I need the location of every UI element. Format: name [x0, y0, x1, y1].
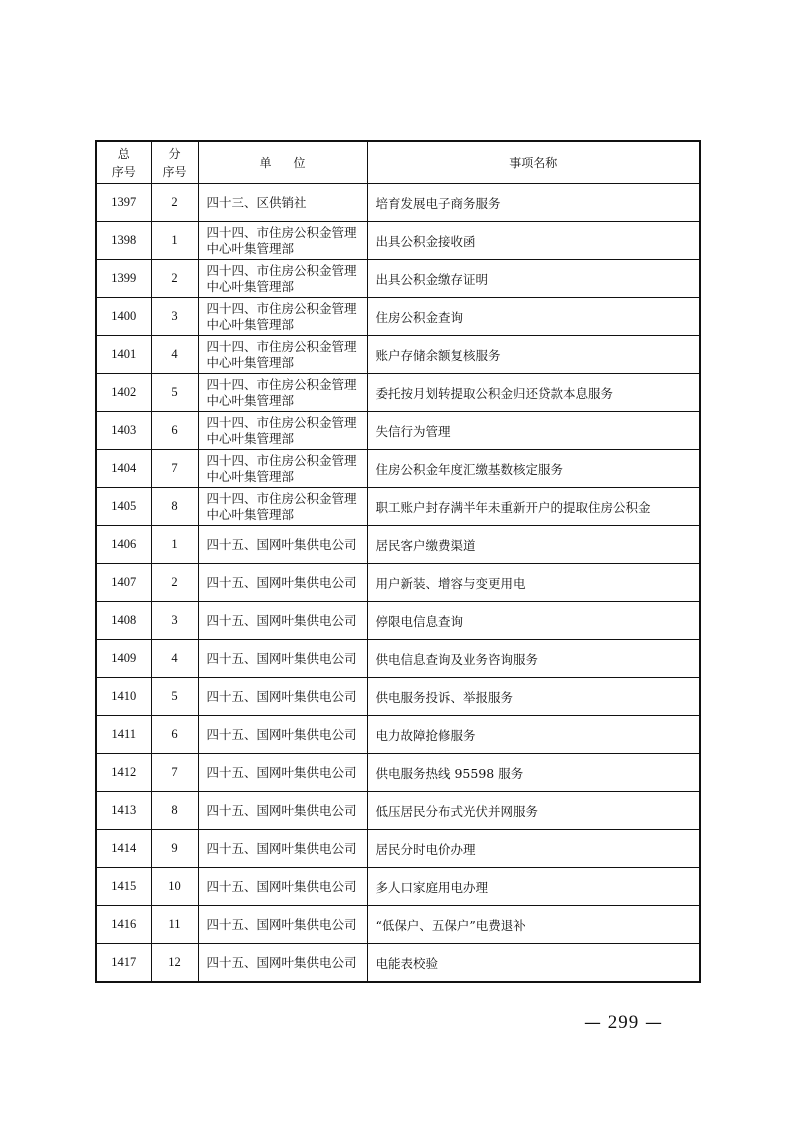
sub-number-cell [151, 450, 198, 488]
total-number-cell [96, 868, 151, 906]
table-row [96, 184, 700, 222]
table-row [96, 222, 700, 260]
item-name-cell [367, 260, 700, 298]
sub-number-cell-text: 2 [171, 575, 178, 589]
item-name-cell [367, 640, 700, 678]
total-number-cell [96, 184, 151, 222]
sub-number-cell [151, 792, 198, 830]
item-name-cell-text: 低压居民分布式光伏并网服务 [375, 803, 539, 819]
item-name-cell [367, 678, 700, 716]
total-number-cell-text: 1404 [111, 461, 137, 475]
sub-number-cell [151, 488, 198, 526]
table-row [96, 830, 700, 868]
total-number-cell [96, 678, 151, 716]
unit-cell [198, 526, 367, 564]
table-header [96, 141, 700, 184]
item-name-cell-text: 电能表校验 [375, 955, 439, 971]
table-body [96, 184, 700, 983]
item-name-cell-text: 电力故障抢修服务 [375, 727, 476, 743]
item-name-cell [367, 336, 700, 374]
header-total-line1: 总 [117, 146, 130, 161]
total-number-cell-text: 1414 [111, 841, 137, 855]
item-name-cell [367, 868, 700, 906]
header-sub-number [151, 141, 198, 184]
table-row [96, 298, 700, 336]
sub-number-cell [151, 526, 198, 564]
item-name-cell [367, 906, 700, 944]
item-name-cell [367, 450, 700, 488]
unit-cell [198, 184, 367, 222]
item-name-cell [367, 754, 700, 792]
header-sub-line1: 分 [168, 146, 181, 161]
total-number-cell-text: 1412 [111, 765, 137, 779]
table-row [96, 602, 700, 640]
total-number-cell [96, 754, 151, 792]
item-name-cell-text: 多人口家庭用电办理 [375, 879, 489, 895]
item-name-cell-text: 失信行为管理 [375, 423, 451, 439]
unit-cell [198, 450, 367, 488]
table-row [96, 336, 700, 374]
item-name-cell-text: 出具公积金接收函 [375, 233, 476, 249]
sub-number-cell [151, 298, 198, 336]
table-row [96, 754, 700, 792]
total-number-cell-text: 1400 [111, 309, 137, 323]
unit-cell-text: 四十五、国网叶集供电公司 [206, 840, 357, 856]
sub-number-cell-text: 6 [171, 423, 178, 437]
table-row [96, 716, 700, 754]
table-row [96, 374, 700, 412]
sub-number-cell-text: 11 [168, 917, 181, 931]
sub-number-cell-text: 1 [171, 233, 178, 247]
total-number-cell [96, 412, 151, 450]
total-number-cell [96, 716, 151, 754]
sub-number-cell [151, 602, 198, 640]
sub-number-cell [151, 374, 198, 412]
sub-number-cell-text: 9 [171, 841, 178, 855]
page-number [584, 1012, 663, 1034]
total-number-cell [96, 336, 151, 374]
unit-cell [198, 412, 367, 450]
header-unit [198, 141, 367, 184]
unit-cell [198, 678, 367, 716]
unit-cell-text: 四十四、市住房公积金管理中心叶集管理部 [206, 414, 357, 446]
unit-cell [198, 944, 367, 983]
table-row [96, 868, 700, 906]
sub-number-cell-text: 5 [171, 385, 178, 399]
total-number-cell-text: 1413 [111, 803, 137, 817]
unit-cell [198, 754, 367, 792]
unit-cell [198, 488, 367, 526]
header-sub-line2: 序号 [162, 164, 187, 179]
unit-cell [198, 640, 367, 678]
table-row [96, 488, 700, 526]
total-number-cell-text: 1398 [111, 233, 137, 247]
item-name-cell [367, 944, 700, 983]
sub-number-cell [151, 222, 198, 260]
sub-number-cell [151, 716, 198, 754]
table-row [96, 564, 700, 602]
sub-number-cell [151, 754, 198, 792]
total-number-cell [96, 374, 151, 412]
header-total-number [96, 141, 151, 184]
sub-number-cell-text: 2 [171, 271, 178, 285]
page-number-value: 299 [607, 1012, 640, 1033]
header-item-label: 事项名称 [509, 156, 558, 170]
sub-number-cell-text: 5 [171, 689, 178, 703]
unit-cell-text: 四十五、国网叶集供电公司 [206, 688, 357, 704]
total-number-cell [96, 906, 151, 944]
total-number-cell [96, 526, 151, 564]
sub-number-cell-text: 7 [171, 461, 178, 475]
unit-cell-text: 四十五、国网叶集供电公司 [206, 916, 357, 932]
total-number-cell [96, 792, 151, 830]
item-name-cell [367, 602, 700, 640]
unit-cell [198, 868, 367, 906]
total-number-cell-text: 1408 [111, 613, 137, 627]
item-name-cell [367, 526, 700, 564]
item-name-cell [367, 298, 700, 336]
total-number-cell-text: 1410 [111, 689, 137, 703]
table-row [96, 260, 700, 298]
unit-cell [198, 716, 367, 754]
item-name-cell-text: 居民分时电价办理 [375, 841, 476, 857]
sub-number-cell [151, 260, 198, 298]
item-name-cell-text: 培育发展电子商务服务 [375, 195, 501, 211]
header-row [96, 141, 700, 184]
item-name-cell-text: 职工账户封存满半年未重新开户的提取住房公积金 [375, 499, 651, 515]
item-name-cell [367, 830, 700, 868]
unit-cell-text: 四十四、市住房公积金管理中心叶集管理部 [206, 490, 357, 522]
unit-cell-text: 四十四、市住房公积金管理中心叶集管理部 [206, 376, 357, 408]
total-number-cell-text: 1401 [111, 347, 137, 361]
unit-cell-text: 四十四、市住房公积金管理中心叶集管理部 [206, 262, 357, 294]
header-total-line2: 序号 [111, 164, 136, 179]
table-row [96, 412, 700, 450]
total-number-cell [96, 488, 151, 526]
item-name-cell-text: 委托按月划转提取公积金归还贷款本息服务 [375, 385, 614, 401]
unit-cell-text: 四十五、国网叶集供电公司 [206, 764, 357, 780]
sub-number-cell [151, 868, 198, 906]
unit-cell [198, 374, 367, 412]
sub-number-cell [151, 336, 198, 374]
total-number-cell [96, 944, 151, 983]
total-number-cell-text: 1402 [111, 385, 137, 399]
table-row [96, 450, 700, 488]
unit-cell-text: 四十五、国网叶集供电公司 [206, 574, 357, 590]
sub-number-cell-text: 12 [168, 955, 181, 969]
total-number-cell [96, 260, 151, 298]
unit-cell [198, 602, 367, 640]
sub-number-cell-text: 7 [171, 765, 178, 779]
item-name-cell [367, 488, 700, 526]
unit-cell [198, 906, 367, 944]
item-name-cell-text: 住房公积金年度汇缴基数核定服务 [375, 461, 564, 477]
sub-number-cell-text: 8 [171, 499, 178, 513]
total-number-cell [96, 564, 151, 602]
sub-number-cell [151, 640, 198, 678]
sub-number-cell-text: 4 [171, 347, 178, 361]
total-number-cell-text: 1397 [111, 195, 137, 209]
page-dash-right: — [645, 1013, 663, 1033]
sub-number-cell-text: 10 [168, 879, 181, 893]
item-name-cell [367, 564, 700, 602]
sub-number-cell-text: 3 [171, 613, 178, 627]
sub-number-cell-text: 1 [171, 537, 178, 551]
total-number-cell [96, 222, 151, 260]
sub-number-cell-text: 4 [171, 651, 178, 665]
unit-cell [198, 792, 367, 830]
table-row [96, 640, 700, 678]
item-name-cell-text: 住房公积金查询 [375, 309, 464, 325]
item-name-cell-text: 停限电信息查询 [375, 613, 464, 629]
service-items-table [95, 140, 701, 983]
item-name-cell [367, 792, 700, 830]
unit-cell-text: 四十四、市住房公积金管理中心叶集管理部 [206, 300, 357, 332]
item-name-cell [367, 184, 700, 222]
total-number-cell-text: 1417 [111, 955, 137, 969]
unit-cell-text: 四十四、市住房公积金管理中心叶集管理部 [206, 224, 357, 256]
item-name-cell-text: 供电服务投诉、举报服务 [375, 689, 514, 705]
unit-cell-text: 四十五、国网叶集供电公司 [206, 612, 357, 628]
total-number-cell-text: 1399 [111, 271, 137, 285]
sub-number-cell [151, 944, 198, 983]
unit-cell-text: 四十五、国网叶集供电公司 [206, 802, 357, 818]
total-number-cell-text: 1403 [111, 423, 137, 437]
unit-cell-text: 四十四、市住房公积金管理中心叶集管理部 [206, 338, 357, 370]
page-dash-left: — [584, 1013, 602, 1033]
item-name-cell-text: 供电信息查询及业务咨询服务 [375, 651, 539, 667]
total-number-cell-text: 1409 [111, 651, 137, 665]
sub-number-cell [151, 184, 198, 222]
unit-cell-text: 四十五、国网叶集供电公司 [206, 650, 357, 666]
sub-number-cell-text: 6 [171, 727, 178, 741]
unit-cell-text: 四十五、国网叶集供电公司 [206, 726, 357, 742]
total-number-cell-text: 1411 [111, 727, 137, 741]
unit-cell [198, 222, 367, 260]
unit-cell [198, 830, 367, 868]
unit-cell [198, 336, 367, 374]
table-row [96, 678, 700, 716]
total-number-cell [96, 830, 151, 868]
table-row [96, 944, 700, 983]
header-item-name [367, 141, 700, 184]
sub-number-cell [151, 678, 198, 716]
total-number-cell [96, 602, 151, 640]
table-row [96, 792, 700, 830]
total-number-cell-text: 1407 [111, 575, 137, 589]
unit-cell [198, 260, 367, 298]
unit-cell-text: 四十四、市住房公积金管理中心叶集管理部 [206, 452, 357, 484]
item-name-cell-text: 出具公积金缴存证明 [375, 271, 489, 287]
total-number-cell-text: 1415 [111, 879, 137, 893]
item-name-cell-text: “低保户、五保户”电费退补 [375, 917, 526, 933]
table-row [96, 906, 700, 944]
sub-number-cell [151, 906, 198, 944]
header-unit-label: 单位 [259, 156, 328, 170]
sub-number-cell [151, 830, 198, 868]
unit-cell-text: 四十五、国网叶集供电公司 [206, 878, 357, 894]
total-number-cell [96, 298, 151, 336]
unit-cell-text: 四十五、国网叶集供电公司 [206, 954, 357, 970]
item-name-cell-text: 供电服务热线 95598 服务 [375, 765, 524, 781]
item-name-cell [367, 412, 700, 450]
item-name-cell-text: 用户新装、增容与变更用电 [375, 575, 526, 591]
item-name-cell [367, 716, 700, 754]
total-number-cell-text: 1406 [111, 537, 137, 551]
unit-cell-text: 四十三、区供销社 [206, 194, 307, 210]
item-name-cell-text: 居民客户缴费渠道 [375, 537, 476, 553]
table-row [96, 526, 700, 564]
sub-number-cell-text: 3 [171, 309, 178, 323]
sub-number-cell [151, 564, 198, 602]
total-number-cell [96, 640, 151, 678]
sub-number-cell-text: 2 [171, 195, 178, 209]
item-name-cell-text: 账户存储余额复核服务 [375, 347, 501, 363]
item-name-cell [367, 374, 700, 412]
total-number-cell [96, 450, 151, 488]
unit-cell-text: 四十五、国网叶集供电公司 [206, 536, 357, 552]
sub-number-cell [151, 412, 198, 450]
total-number-cell-text: 1405 [111, 499, 137, 513]
item-name-cell [367, 222, 700, 260]
unit-cell [198, 564, 367, 602]
total-number-cell-text: 1416 [111, 917, 137, 931]
sub-number-cell-text: 8 [171, 803, 178, 817]
unit-cell [198, 298, 367, 336]
